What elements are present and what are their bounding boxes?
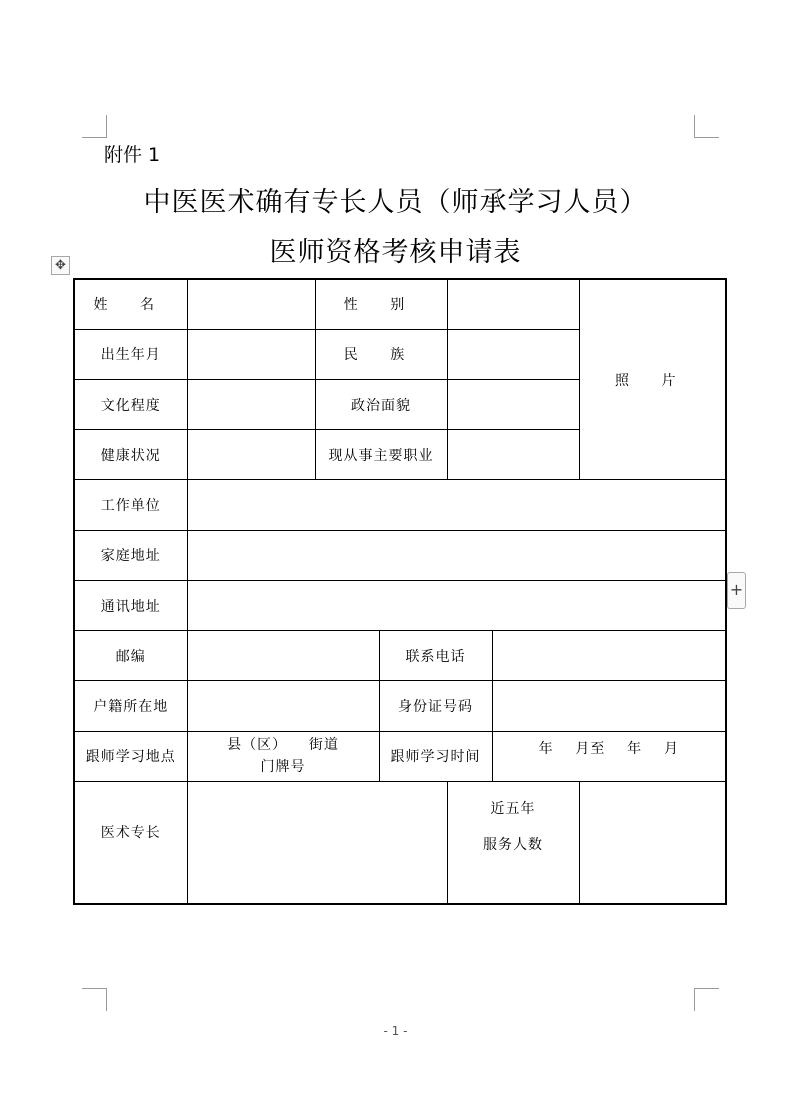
document-title-line2: 医师资格考核申请表	[269, 237, 522, 268]
table-move-handle-icon[interactable]: ✥	[51, 256, 70, 275]
study-place-county-street: 县（区） 街道	[227, 737, 339, 754]
mail-address-field[interactable]	[187, 580, 726, 630]
mail-address-label: 通讯地址	[74, 580, 187, 630]
ethnicity-label: 民 族	[315, 329, 447, 379]
work-unit-label: 工作单位	[74, 480, 187, 530]
name-label: 姓 名	[74, 279, 187, 329]
margin-corner-bottom-right	[694, 988, 719, 1011]
margin-corner-top-left	[82, 115, 107, 138]
application-form-table	[73, 278, 727, 905]
health-field[interactable]	[187, 430, 315, 480]
health-label: 健康状况	[74, 430, 187, 480]
name-field[interactable]	[187, 279, 315, 329]
id-number-label: 身份证号码	[379, 681, 492, 731]
gender-field[interactable]	[447, 279, 579, 329]
service-count-label-line1: 近五年	[490, 800, 536, 817]
table-row	[74, 279, 726, 329]
service-count-field[interactable]	[579, 781, 726, 904]
attachment-label: 附件 1	[104, 144, 161, 166]
household-field[interactable]	[187, 681, 379, 731]
gender-label: 性 别	[315, 279, 447, 329]
table-row	[74, 631, 726, 681]
phone-field[interactable]	[492, 631, 726, 681]
occupation-field[interactable]	[447, 430, 579, 480]
household-label: 户籍所在地	[74, 681, 187, 731]
education-field[interactable]	[187, 379, 315, 429]
photo-box[interactable]: 照 片	[579, 279, 726, 480]
phone-label: 联系电话	[379, 631, 492, 681]
political-field[interactable]	[447, 379, 579, 429]
study-place-house-number: 门牌号	[260, 759, 306, 776]
table-row	[74, 530, 726, 580]
study-time-field[interactable]: 年 月至 年 月	[492, 731, 726, 781]
table-row	[74, 781, 726, 904]
table-row	[74, 731, 726, 781]
study-place-field[interactable]	[187, 731, 379, 781]
home-address-label: 家庭地址	[74, 530, 187, 580]
education-label: 文化程度	[74, 379, 187, 429]
service-count-label	[447, 781, 579, 904]
home-address-field[interactable]	[187, 530, 726, 580]
margin-corner-bottom-left	[82, 988, 107, 1011]
id-number-field[interactable]	[492, 681, 726, 731]
document-title-line1: 中医医术确有专长人员（师承学习人员）	[143, 187, 648, 218]
postcode-field[interactable]	[187, 631, 379, 681]
table-row	[74, 480, 726, 530]
study-time-label: 跟师学习时间	[379, 731, 492, 781]
birth-label: 出生年月	[74, 329, 187, 379]
ethnicity-field[interactable]	[447, 329, 579, 379]
study-place-label: 跟师学习地点	[74, 731, 187, 781]
work-unit-field[interactable]	[187, 480, 726, 530]
birth-field[interactable]	[187, 329, 315, 379]
occupation-label: 现从事主要职业	[315, 430, 447, 480]
table-row	[74, 580, 726, 630]
postcode-label: 邮编	[74, 631, 187, 681]
table-row	[74, 681, 726, 731]
specialty-label: 医术专长	[74, 781, 187, 904]
political-label: 政治面貌	[315, 379, 447, 429]
service-count-label-line2: 服务人数	[483, 836, 544, 853]
specialty-field[interactable]	[187, 781, 447, 904]
margin-corner-top-right	[694, 115, 719, 138]
page-number: - 1 -	[383, 1024, 408, 1038]
table-add-column-icon[interactable]: +	[727, 572, 746, 609]
